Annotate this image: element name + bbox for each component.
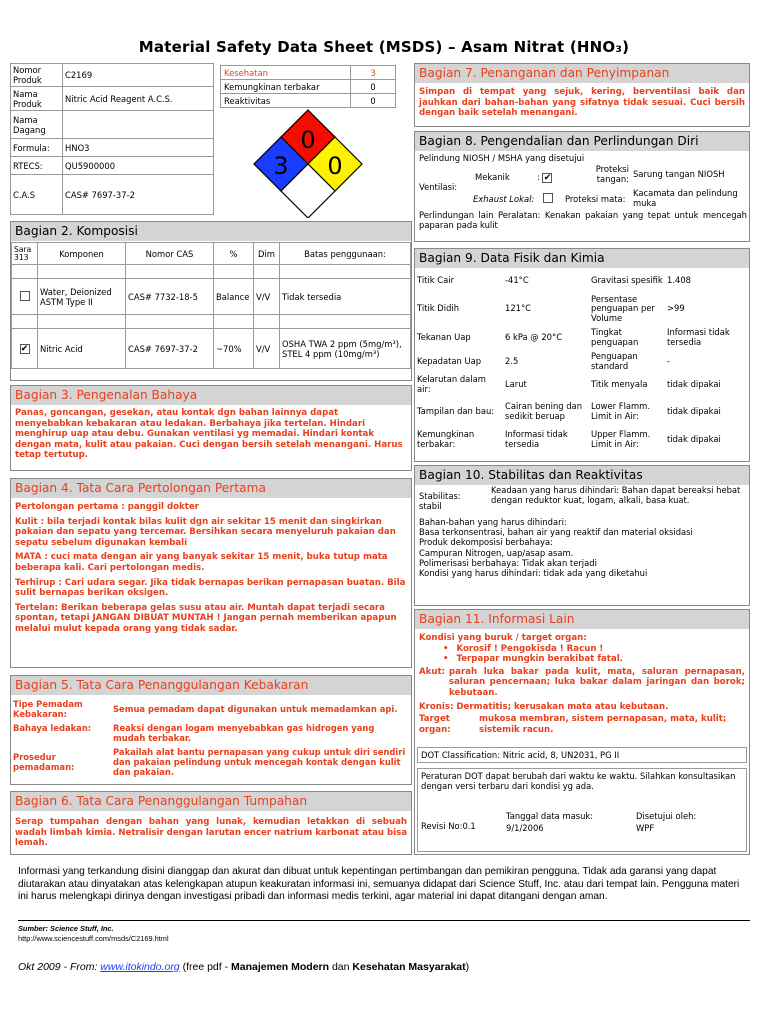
table-row — [13, 697, 409, 721]
table-row — [415, 325, 749, 351]
composition-table — [11, 242, 411, 369]
prop-label: Titik Didih — [417, 303, 460, 314]
col-header: Nomor CAS — [126, 243, 214, 265]
sumber: Sumber: Science Stuff, Inc. — [18, 924, 114, 933]
table-header-row — [12, 243, 411, 265]
section-bahaya — [10, 385, 412, 471]
row-label: Prosedur pemadaman: — [13, 752, 75, 772]
section-heading: Bagian 5. Tata Cara Penanggulangan Kebakaran — [11, 676, 411, 695]
kacamata-value: Kacamata dan pelindung muka — [633, 188, 738, 208]
ident-label: Nomor Produk — [13, 65, 42, 85]
ident-value: QU5900000 — [65, 160, 116, 171]
paragraph: Pertolongan pertama : panggil dokter — [15, 502, 199, 512]
proteksi-tangan-label: Proteksi tangan: — [595, 164, 629, 184]
proteksi-mata-label: Proteksi mata: — [565, 194, 626, 204]
tanggal-value: 9/1/2006 — [506, 823, 544, 833]
prop-value: Cairan bening dan sedikit beruap — [505, 401, 582, 421]
ident-value: HNO3 — [65, 142, 90, 153]
stabilitas-line: Kondisi yang harus dihindari: tidak ada yang diketahui — [419, 568, 648, 579]
ident-value: C2169 — [65, 70, 93, 80]
hazard-value: 0 — [351, 80, 396, 94]
row-value: Semua pemadam dapat digunakan untuk memadamkan api. — [113, 704, 398, 714]
ident-label: Nama Dagang — [13, 114, 46, 135]
section-heading: Bagian 3. Pengenalan Bahaya — [11, 386, 411, 405]
ident-row — [11, 175, 214, 215]
akut-label: Akut: — [419, 666, 446, 677]
cell-pct: ~70% — [214, 329, 254, 369]
prop-value: 121°C — [505, 303, 532, 314]
prop-label: Tingkat penguapan — [591, 327, 639, 347]
credit-end: ) — [465, 961, 470, 973]
hazard-label: Kesehatan — [221, 66, 351, 80]
col-header: % — [214, 243, 254, 265]
kronis-text: Kronis: Dermatitis; kerusakan mata atau kebutaan. — [419, 701, 669, 712]
nfpa-blue-value: 3 — [273, 152, 289, 180]
sara-checkbox[interactable] — [20, 291, 30, 301]
ident-value: CAS# 7697-37-2 — [65, 189, 135, 200]
prop-value: tidak dipakai — [667, 434, 721, 445]
section-text: Simpan di tempat yang sejuk, kering, berventilasi baik dan jauhkan dari bahan-bahan yang sifatnya tidak sesuai. Cuci bersih dengan baik setelah menangani. — [419, 87, 745, 119]
hazard-value: 0 — [351, 94, 396, 108]
credit-bold-1: Manajemen Modern — [231, 961, 330, 973]
prop-label: Lower Flamm. Limit in Air: — [591, 401, 651, 421]
section-fisik — [414, 248, 750, 462]
disetujui-value: WPF — [636, 823, 655, 833]
prop-value: 1.408 — [667, 275, 691, 286]
paragraph: Kulit : bila terjadi kontak bilas kulit dgn air sekitar 15 menit dan singkirkan pakaian dan sepatu yang tercemar. Bersihkan secara menyeluruh pakaian dan sepatu sebelum digunakan kembali — [15, 516, 396, 548]
section-heading: Bagian 6. Tata Cara Penanggulangan Tumpahan — [11, 792, 411, 811]
revisi-text: Revisi No:0.1 — [421, 821, 476, 831]
hazard-row — [221, 94, 396, 108]
perlindungan-lain: Perlindungan lain Peralatan: Kenakan pakaian yang tepat untuk mencegah paparan pada kulit — [419, 210, 747, 230]
prop-label: Kemungkinan terbakar: — [417, 429, 475, 449]
ventilasi-label: Ventilasi: — [419, 182, 458, 192]
section-penanganan — [414, 63, 750, 127]
col-header: Sara 313 — [12, 243, 38, 265]
stabilitas-line: Produk dekomposisi berbahaya: — [419, 537, 553, 548]
table-row — [13, 745, 409, 779]
ident-label: C.A.S — [13, 189, 36, 200]
credit-prefix: Okt 2009 - From: — [18, 961, 101, 973]
dot-classification: DOT Classification: Nitric acid, 8, UN2031, PG II — [417, 747, 747, 763]
section-komposisi — [10, 221, 412, 381]
hazard-value: 3 — [351, 66, 396, 80]
nfpa-diamond — [253, 108, 363, 218]
list-item: • Korosif ! Pengokisda ! Racun ! — [455, 644, 745, 655]
ident-label: RTECS: — [13, 160, 43, 171]
pelindung-text: Pelindung NIOSH / MSHA yang disetujui — [419, 153, 585, 163]
physical-table — [415, 269, 749, 453]
cell-dim: V/V — [254, 279, 280, 315]
identification-block — [10, 63, 412, 221]
stabilitas-line: Polimerisasi berbahaya: Tidak akan terjadi — [419, 557, 597, 568]
disetujui-label: Disetujui oleh: — [636, 811, 697, 821]
col-header: Dim — [254, 243, 280, 265]
cell-cas: CAS# 7732-18-5 — [126, 279, 214, 315]
credit-bold-2: Kesehatan Masyarakat — [352, 961, 466, 973]
table-row — [415, 269, 749, 293]
target-text: mukosa membran, sistem pernapasan, mata, kulit; sistemik racun. — [479, 714, 727, 735]
prop-label: Titik menyala — [591, 379, 648, 390]
ident-row — [11, 64, 214, 87]
hazard-label: Reaktivitas — [221, 94, 351, 108]
prop-value: tidak dipakai — [667, 379, 721, 390]
prop-value: -41°C — [505, 275, 529, 286]
kondisi-label: Kondisi yang buruk / target organ: — [419, 633, 587, 643]
hazard-row — [221, 80, 396, 94]
sara-checkbox[interactable]: ✔ — [20, 344, 29, 354]
stabilitas-line: Basa terkonsentrasi, bahan air yang reaktif dan material oksidasi — [419, 527, 693, 538]
table-row — [415, 351, 749, 373]
prop-label: Titik Cair — [417, 275, 455, 286]
row-value: Reaksi dengan logam menyebabkan gas hidrogen yang mudah terbakar. — [113, 723, 375, 743]
source-url[interactable]: http://www.sciencestuff.com/msds/C2169.html — [18, 934, 169, 943]
hazard-row — [221, 66, 396, 80]
prop-value: 6 kPa @ 20°C — [505, 332, 563, 343]
prop-value: Informasi tidak tersedia — [505, 429, 568, 449]
paragraph: MATA : cuci mata dengan air yang banyak sekitar 15 menit, buka tutup mata beberapa kali. Cari pertolongan medis. — [15, 552, 388, 573]
ident-row — [11, 87, 214, 111]
exhaust-checkbox[interactable] — [543, 193, 553, 203]
section-heading: Bagian 9. Data Fisik dan Kimia — [415, 249, 749, 268]
target-label: Target organ: — [419, 714, 451, 735]
table-row — [415, 293, 749, 325]
credit-dan: dan — [329, 961, 353, 973]
prop-value: Informasi tidak tersedia — [667, 327, 730, 347]
section-text: Panas, goncangan, gesekan, atau kontak dgn bahan lainnya dapat menyebabkan kebakaran atau ledakan. Berbahaya jika tertelan. Hindari menghirup uap atau debu. Gunakan ventilasi yg memadai. Hindari kontak dengan mata, kulit atau pakaian. Cuci dengan bersih setelah menangani. Harus tetap tertutup. — [15, 408, 403, 461]
section-heading: Bagian 10. Stabilitas dan Reaktivitas — [415, 466, 749, 485]
credit-line — [18, 961, 752, 973]
table-row — [415, 373, 749, 397]
section-kebakaran — [10, 675, 412, 785]
ident-row — [11, 111, 214, 139]
credit-mid: (free pdf - — [179, 961, 232, 973]
ident-label: Formula: — [13, 142, 50, 153]
stabilitas-line: Bahan-bahan yang harus dihindari: — [419, 517, 567, 527]
peraturan-text: Peraturan DOT dapat berubah dari waktu ke waktu. Silahkan konsultasikan dengan versi terbaru dari kondisi yg ada. — [421, 771, 736, 791]
table-row — [13, 721, 409, 745]
section-heading: Bagian 4. Tata Cara Pertolongan Pertama — [11, 479, 411, 498]
table-row — [12, 329, 411, 369]
cell-pct: Balance — [214, 279, 254, 315]
cell-komponen: Nitric Acid — [38, 329, 126, 369]
hazard-label: Kemungkinan terbakar — [221, 80, 351, 94]
section-heading: Bagian 11. Informasi Lain — [415, 610, 749, 629]
cell-komponen: Water, Deionized ASTM Type II — [38, 279, 126, 315]
prop-value: tidak dipakai — [667, 406, 721, 417]
paragraph: Terhirup : Cari udara segar. Jika tidak bernapas berikan pernapasan buatan. Bila sulit bernapas berikan oksigen. — [15, 577, 406, 599]
stabilitas-line: Campuran Nitrogen, uap/asap asam. — [419, 547, 574, 558]
prop-label: Kepadatan Uap — [417, 356, 482, 367]
section-pertolongan — [10, 478, 412, 668]
exhaust-label: Exhaust Lokal: — [473, 194, 535, 204]
section-tumpahan — [10, 791, 412, 855]
prop-label: Penguapan standard — [591, 351, 638, 371]
section-heading: Bagian 7. Penanganan dan Penyimpanan — [415, 64, 749, 83]
prop-label: Tekanan Uap — [417, 332, 471, 343]
prop-label: Upper Flamm. Limit in Air: — [591, 429, 651, 449]
ident-value: Nitric Acid Reagent A.C.S. — [65, 93, 173, 104]
prop-label: Persentase penguapan per Volume — [591, 293, 655, 323]
nfpa-yellow-value: 0 — [327, 152, 343, 180]
mekanik-label: Mekanik — [475, 172, 510, 182]
stabilitas-label: Stabilitas: stabil — [419, 491, 461, 512]
prop-value: Larut — [505, 379, 527, 390]
col-header: Komponen — [38, 243, 126, 265]
hazard-table — [220, 65, 396, 108]
ident-label: Nama Produk — [13, 88, 42, 109]
cell-batas: OSHA TWA 2 ppm (5mg/m³), STEL 4 ppm (10mg/m³) — [280, 329, 411, 369]
prop-label: Tampilan dan bau: — [417, 406, 495, 417]
cell-batas: Tidak tersedia — [280, 279, 411, 315]
ident-row — [11, 139, 214, 157]
row-value: Pakailah alat bantu pernapasan yang cukup untuk diri sendiri dan pakaian pelindung untuk mencegah kontak dengan kulit dan pakaian. — [113, 747, 406, 777]
row-label: Bahaya ledakan: — [13, 723, 92, 733]
table-row — [415, 427, 749, 453]
sarung-value: Sarung tangan NIOSH — [633, 169, 725, 179]
disclaimer: Informasi yang terkandung disini dianggap dan akurat dan dibuat untuk kepentingan pertimbangan dan pemikiran pengguna. Tidak ada garansi yang dapat diutarakan atau dinyatakan atas kelengkapan atupun keakuratan informasi ini, semuanya didapat dari Science Stuff, Inc. atau dari tempat lain. Pengguna materi ini harus melengkapi dirinya dengan investigasi pribadi dan informasi medis terkini, agar material ini dapat ditangani dengan aman. — [18, 866, 740, 903]
tanggal-label: Tanggal data masuk: — [506, 811, 594, 821]
prop-value: - — [667, 356, 671, 367]
list-item: • Terpapar mungkin berakibat fatal. — [455, 654, 745, 665]
nfpa-red-value: 0 — [300, 126, 316, 154]
prop-label: Kelarutan dalam air: — [417, 374, 486, 394]
keadaan-text: Keadaan yang harus dihindari: Bahan dapat bereaksi hebat dengan reduktor kuat, logam, alkali, basa kuat. — [491, 485, 741, 506]
itokindo-link[interactable]: www.itokindo.org — [100, 961, 180, 973]
section-pengendalian: Bagian 8. Pengendalian dan Perlindungan Diri Pelindung NIOSH / MSHA yang disetujui Ventilasi: Mekanik : ✔ Proteksi tangan: Sarung tangan NIOSH Exhaust Lokal: Proteksi mata: Kacamata dan pelindung muka Perlindungan lain Peralatan: Kenakan pakaian yang tepat untuk mencegah paparan pada kulit — [414, 131, 750, 242]
col-header: Batas penggunaan: — [280, 243, 411, 265]
section-heading: Bagian 8. Pengendalian dan Perlindungan Diri — [415, 132, 749, 151]
section-text: Serap tumpahan dengan bahan yang lunak, kemudian letakkan di sebuah wadah limbah kimia. Netralisir dengan larutan encer natrium karbonat atau bisa lemah. — [15, 817, 407, 849]
page-title: Material Safety Data Sheet (MSDS) – Asam Nitrat (HNO₃) — [138, 38, 630, 56]
prop-value: >99 — [667, 303, 685, 314]
table-row — [415, 397, 749, 427]
ident-row — [11, 157, 214, 175]
cell-cas: CAS# 7697-37-2 — [126, 329, 214, 369]
paragraph: Tertelan: Berikan beberapa gelas susu atau air. Muntah dapat terjadi secara spontan, tetapi JANGAN DIBUAT MUNTAH ! Jangan pernah memberikan apapun melalui mulut kepada orang yang tidak sadar. — [15, 602, 397, 634]
section-heading: Bagian 2. Komposisi — [11, 222, 411, 241]
section-stabilitas — [414, 465, 750, 606]
table-row — [12, 279, 411, 315]
mekanik-checkbox[interactable]: ✔ — [543, 173, 552, 183]
cell-dim: V/V — [254, 329, 280, 369]
akut-text: parah luka bakar pada kulit, mata, saluran pernapasan, saluran pencernaan; luka bakar dalam jaringan dan borok; kebutaan. — [449, 666, 745, 698]
row-label: Tipe Pemadam Kebakaran: — [13, 699, 83, 719]
prop-value: 2.5 — [505, 356, 519, 367]
section-lain — [414, 609, 750, 855]
prop-label: Gravitasi spesifik — [591, 275, 663, 286]
fire-table — [13, 697, 409, 779]
